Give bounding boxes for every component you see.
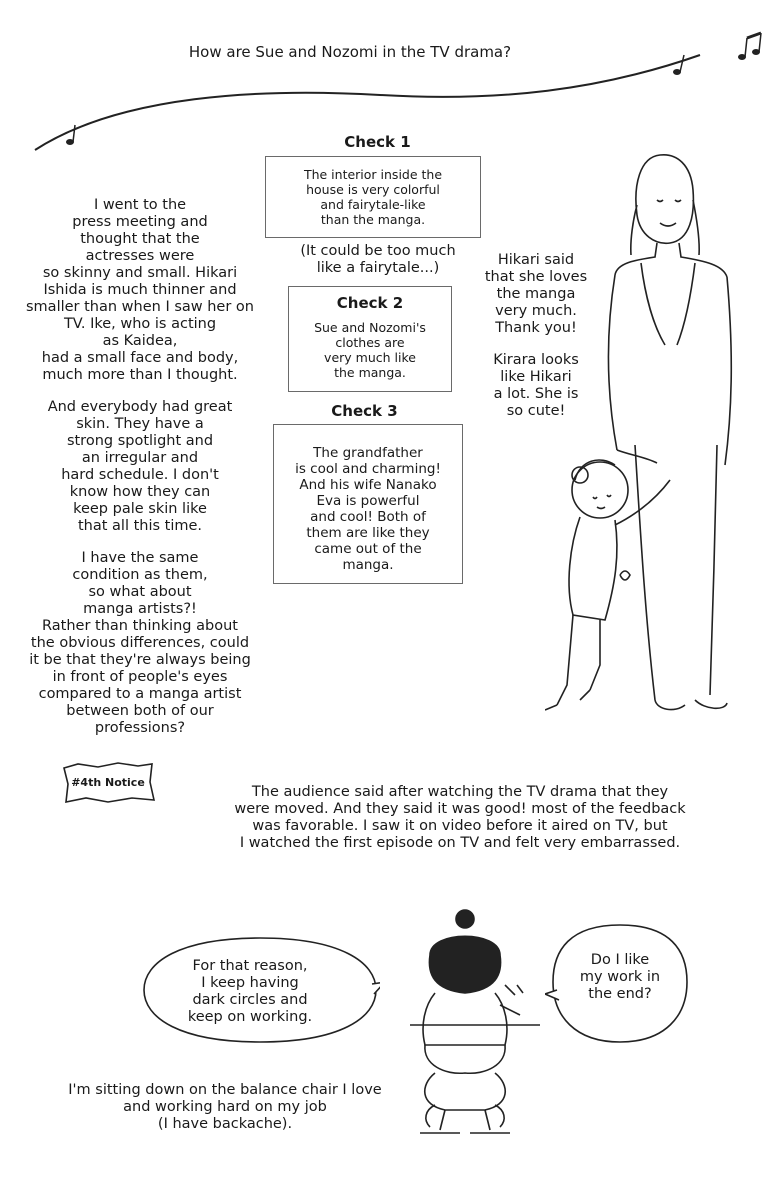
check-2-box <box>288 286 452 392</box>
left-bubble-text: For that reason, I keep having dark circles and keep on working. <box>187 958 313 1025</box>
right-bubble-text: Do I like my work in the end? <box>579 952 661 1002</box>
check-2-label: Check 2 <box>336 294 404 312</box>
check-3-label: Check 3 <box>331 402 398 420</box>
artist-at-desk-illustration <box>405 905 545 1140</box>
check-1-label: Check 1 <box>344 133 411 151</box>
right-paragraph-2: Kirara looks like Hikari a lot. She is so cute! <box>493 352 579 419</box>
check-3-text: The grandfather is cool and charming! And his wife Nanako Eva is powerful and cool! Both of them are like they came out of the manga. <box>295 445 441 573</box>
left-paragraph-1: I went to the press meeting and thought that the actresses were so skinny and small. Hikari Ishida is much thinner and smaller than when I saw her on TV. Ike, who is acting as Kaidea, had a small face and body, much more than I thought. <box>26 197 254 383</box>
notice-badge: #4th Notice <box>71 776 145 789</box>
music-note-icon <box>66 125 75 145</box>
check-1-aside: (It could be too much like a fairytale...) <box>300 243 456 276</box>
caption: I'm sitting down on the balance chair I love and working hard on my job (I have backache). <box>68 1082 382 1132</box>
music-note-icon <box>673 55 684 75</box>
actress-and-child-illustration <box>545 145 765 735</box>
notice-text: The audience said after watching the TV drama that they were moved. And they said it was good! most of the feedback was favorable. I saw it on video before it aired on TV, but I watched the first episode on TV and felt very embarrassed. <box>234 784 686 851</box>
check-3-box <box>273 424 463 584</box>
double-music-note-icon <box>738 33 761 60</box>
right-paragraph-1: Hikari said that she loves the manga very much. Thank you! <box>484 252 588 336</box>
page-title: How are Sue and Nozomi in the TV drama? <box>188 43 512 61</box>
check-2-text: Sue and Nozomi's clothes are very much like the manga. <box>314 320 426 380</box>
left-paragraph-3: I have the same condition as them, so what about manga artists?! Rather than thinking about the obvious differences, could it be that they're always being in front of people's eyes compared to a manga artist between both of our professions? <box>29 550 251 736</box>
check-1-box <box>265 156 481 238</box>
left-paragraph-2: And everybody had great skin. They have a strong spotlight and an irregular and hard schedule. I don't know how they can keep pale skin like that all this time. <box>47 399 233 534</box>
check-1-text: The interior inside the house is very colorful and fairytale-like than the manga. <box>303 167 443 227</box>
